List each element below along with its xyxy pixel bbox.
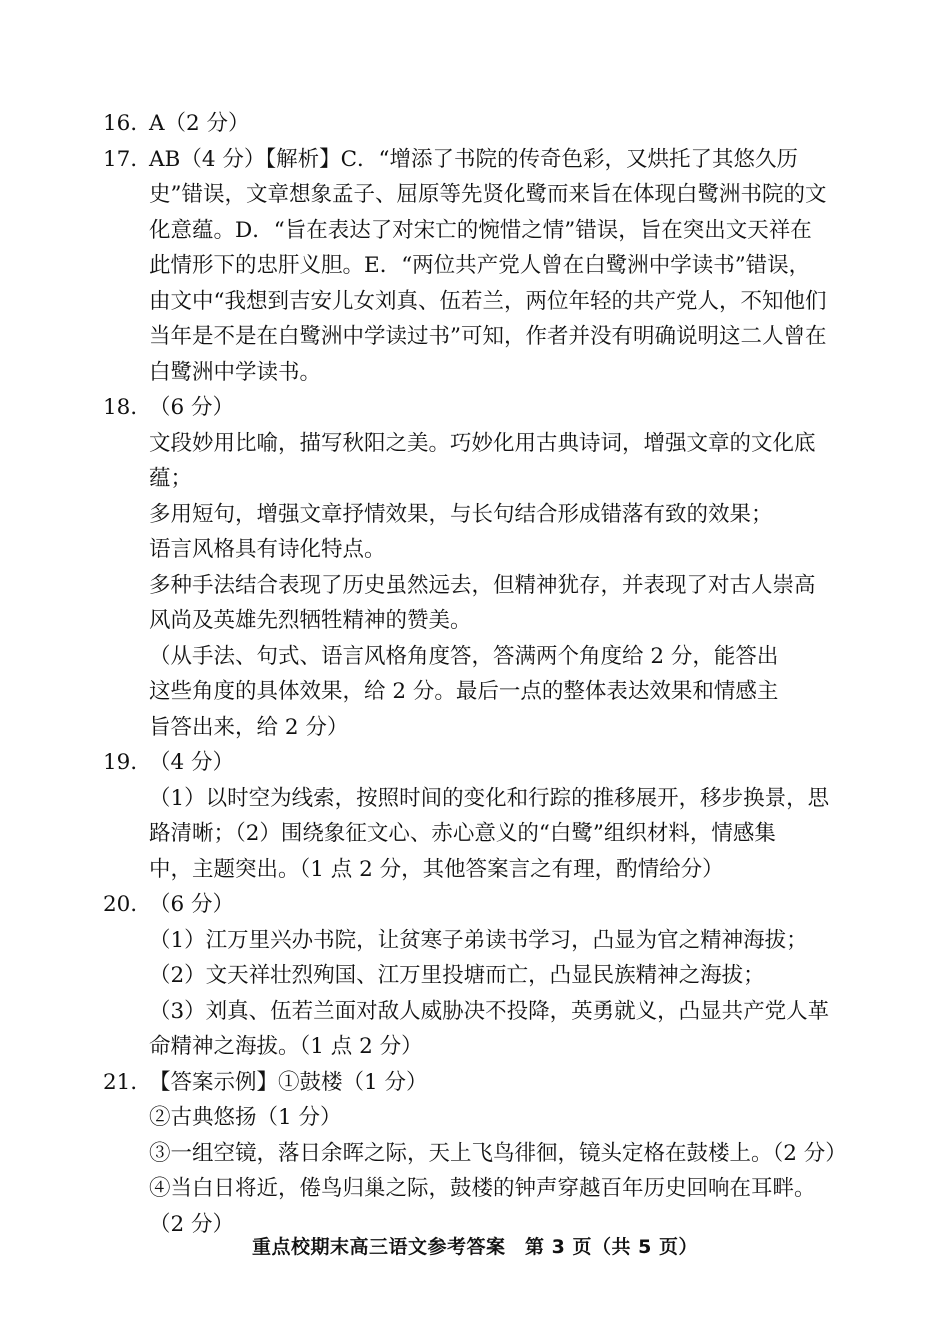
answer-line: 白鹭洲中学读书。 xyxy=(149,359,322,385)
answer-line: 多种手法结合表现了历史虽然远去，但精神犹存，并表现了对古人崇高 xyxy=(149,572,816,598)
answer-body xyxy=(103,426,848,746)
answer-body xyxy=(103,177,848,390)
answer-text: A（2 分） xyxy=(149,111,250,136)
answer-body xyxy=(103,923,848,1065)
answer-text: （6 分） xyxy=(149,892,235,917)
answer-list xyxy=(103,106,848,1242)
answer-text: AB（4 分）【解析】C．“增添了书院的传奇色彩，又烘托了其悠久历 xyxy=(149,146,799,172)
question-number: 16． xyxy=(103,111,152,136)
answer-text: 【答案示例】①鼓楼（1 分） xyxy=(149,1069,428,1095)
answer-item-21 xyxy=(103,1065,848,1243)
answer-line: 化意蕴。D．“旨在表达了对宋亡的惋惜之情”错误，旨在突出文天祥在 xyxy=(149,217,812,243)
answer-line: 路清晰；（2）围绕象征文心、赤心意义的“白鹭”组织材料，情感集 xyxy=(149,821,776,846)
answer-line: 语言风格具有诗化特点。 xyxy=(149,537,386,562)
scoring-note-line: 这些角度的具体效果，给 2 分。最后一点的整体表达效果和情感主 xyxy=(149,679,779,704)
answer-line: 命精神之海拔。（1 点 2 分） xyxy=(149,1034,423,1059)
answer-line: 蕴； xyxy=(149,466,193,491)
answer-text: （4 分） xyxy=(149,750,235,775)
page-footer: 重点校期末高三语文参考答案 第 3 页（共 5 页） xyxy=(252,1236,698,1258)
answer-line: 由文中“我想到吉安儿女刘真、伍若兰，两位年轻的共产党人，不知他们 xyxy=(149,288,827,314)
question-number: 19． xyxy=(103,750,152,775)
scoring-note-line: （从手法、句式、语言风格角度答，答满两个角度给 2 分，能答出 xyxy=(149,643,779,669)
answer-line: （1）以时空为线索，按照时间的变化和行踪的推移展开，移步换景，思 xyxy=(149,785,830,811)
answer-line: ②古典悠扬（1 分） xyxy=(149,1105,342,1130)
answer-line: 当年是不是在白鹭洲中学读过书”可知，作者并没有明确说明这二人曾在 xyxy=(149,324,827,349)
answer-body xyxy=(103,1100,848,1242)
question-number: 20． xyxy=(103,892,152,917)
answer-body xyxy=(103,781,848,888)
answer-line: （3）刘真、伍若兰面对敌人威胁决不投降，英勇就义，凸显共产党人革 xyxy=(149,998,830,1024)
answer-line: 此情形下的忠肝义胆。E．“两位共产党人曾在白鹭洲中学读书”错误， xyxy=(149,253,811,278)
answer-item-16 xyxy=(103,106,848,142)
answer-line: ③一组空镜，落日余晖之际，天上飞鸟徘徊，镜头定格在鼓楼上。（2 分） xyxy=(149,1140,847,1166)
answer-line: （2）文天祥壮烈殉国、江万里投塘而亡，凸显民族精神之海拔； xyxy=(149,963,765,988)
scoring-note-line: 旨答出来，给 2 分） xyxy=(149,714,349,740)
answer-line: 中，主题突出。（1 点 2 分，其他答案言之有理，酌情给分） xyxy=(149,856,724,882)
question-number: 18． xyxy=(103,395,152,420)
question-number: 17． xyxy=(103,146,152,172)
answer-line: 风尚及英雄先烈牺牲精神的赞美。 xyxy=(149,608,472,633)
answer-line: ④当白日将近，倦鸟归巢之际，鼓楼的钟声穿越百年历史回响在耳畔。 xyxy=(149,1176,816,1201)
answer-text: （6 分） xyxy=(149,395,235,420)
answer-line: 文段妙用比喻，描写秋阳之美。巧妙化用古典诗词，增强文章的文化底 xyxy=(149,430,816,456)
answer-line: （1）江万里兴办书院，让贫寒子弟读书学习，凸显为官之精神海拔； xyxy=(149,927,808,953)
answer-item-20 xyxy=(103,887,848,1065)
answer-item-18 xyxy=(103,390,848,745)
answer-item-17 xyxy=(103,142,848,391)
answer-item-19 xyxy=(103,745,848,887)
answer-line: （2 分） xyxy=(149,1211,235,1237)
answer-line: 史”错误，文章想象孟子、屈原等先贤化鹭而来旨在体现白鹭洲书院的文 xyxy=(149,182,827,207)
question-number: 21． xyxy=(103,1069,152,1095)
answer-line: 多用短句，增强文章抒情效果，与长句结合形成错落有致的效果； xyxy=(149,501,773,527)
